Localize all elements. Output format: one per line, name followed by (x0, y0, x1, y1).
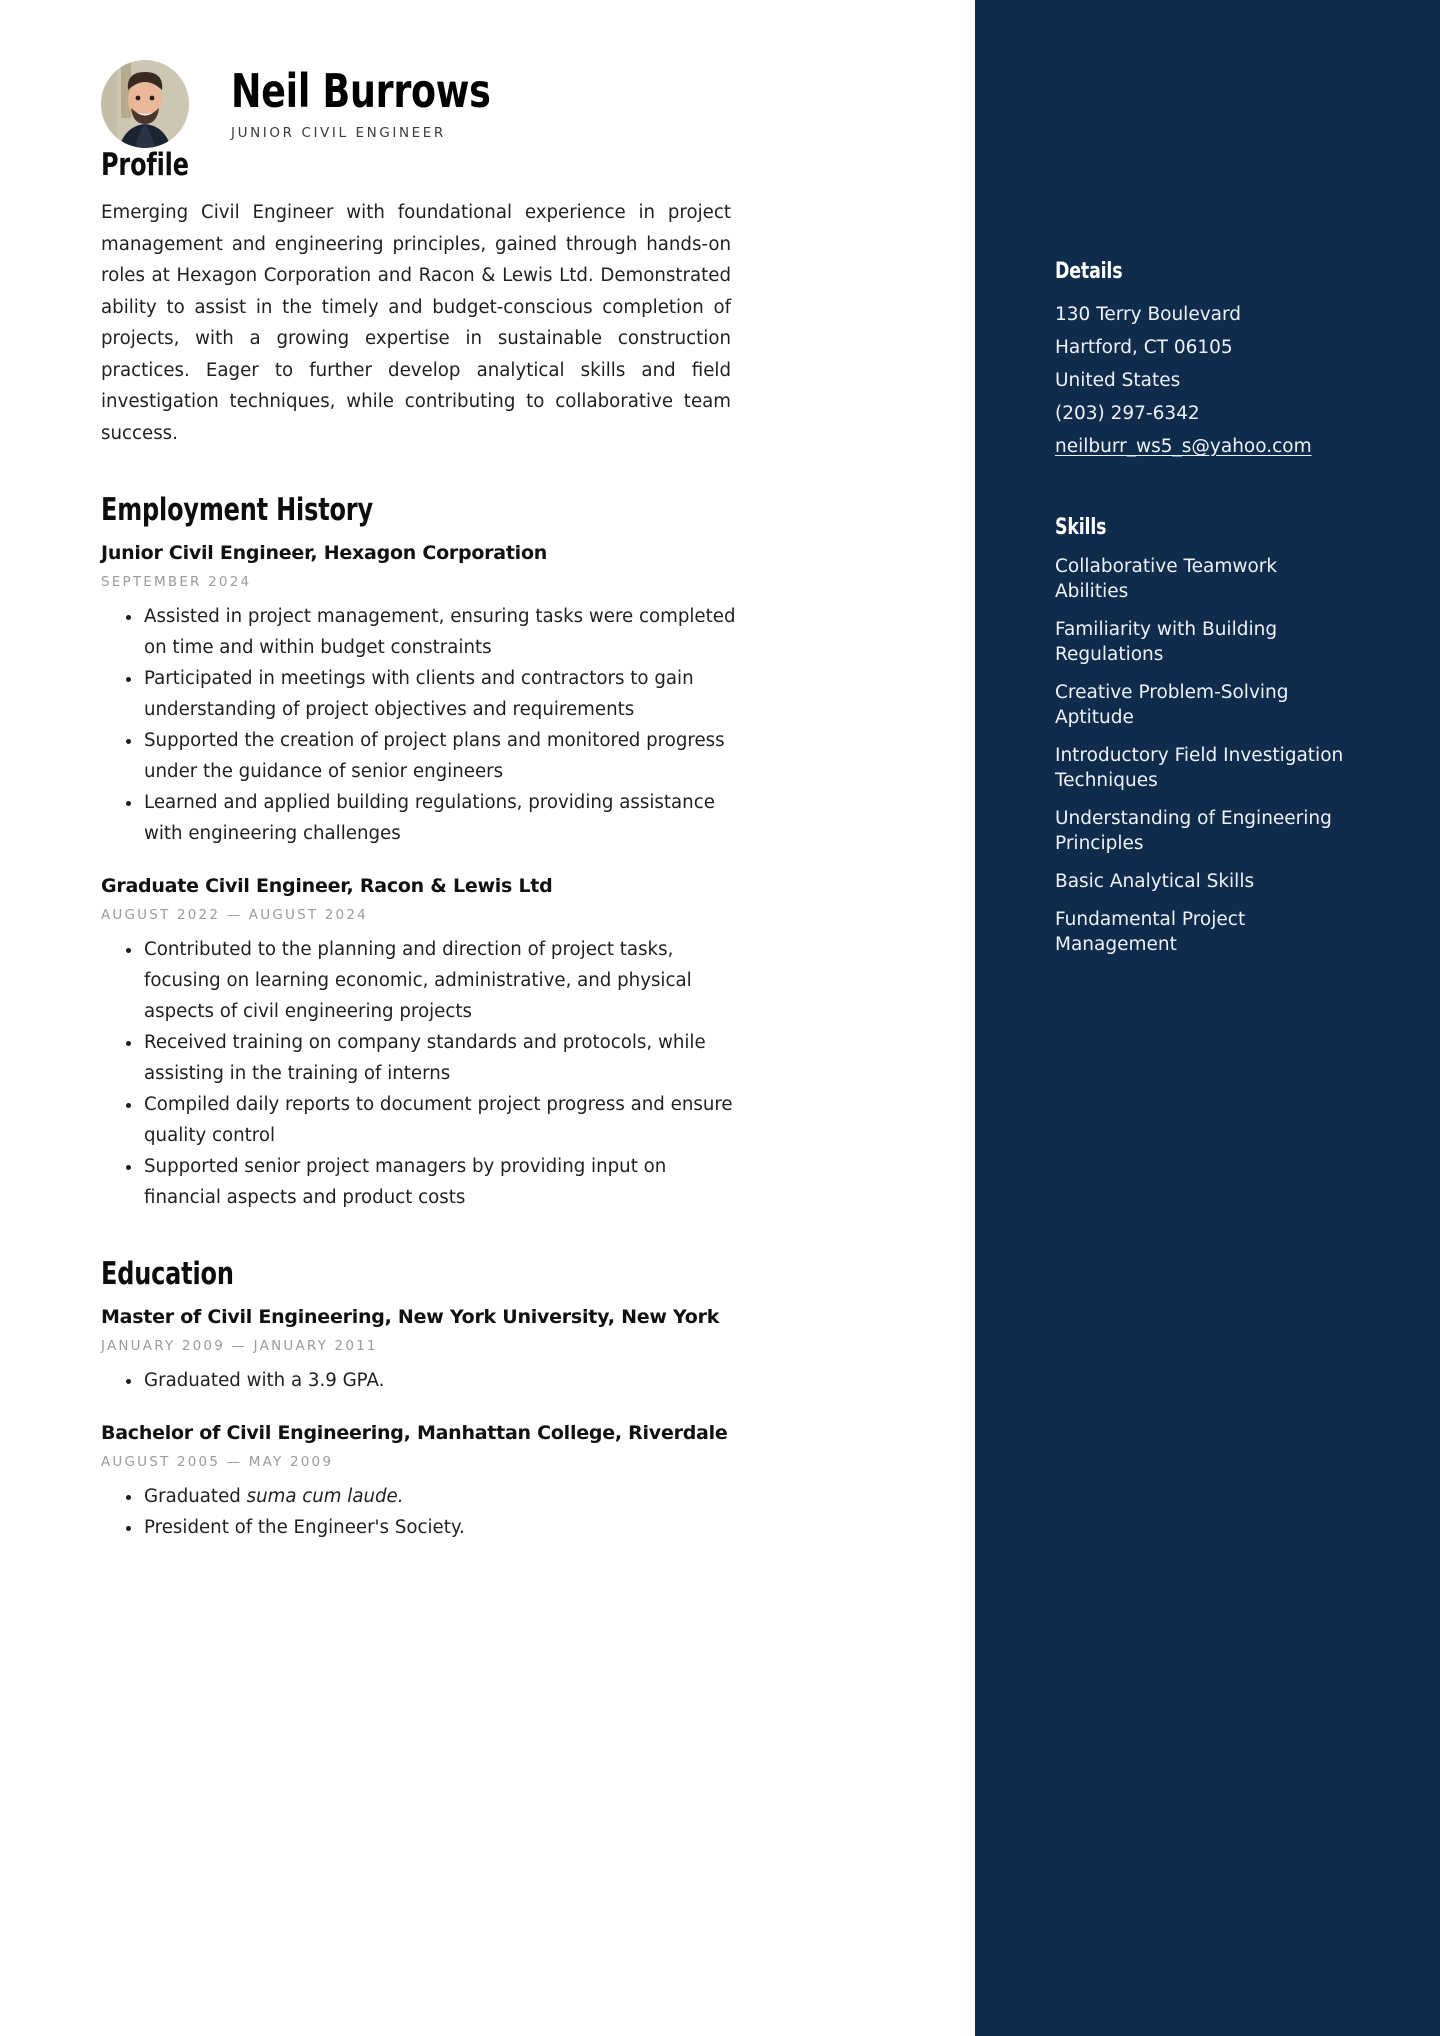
sidebar-heading-skills: Skills (1055, 514, 1107, 540)
list-item: Contributed to the planning and direction of project tasks, focusing on learning economic, administrative, and physical aspects of civil engineering projects (101, 934, 741, 1027)
list-item: Supported senior project managers by providing input on financial aspects and product costs (101, 1151, 741, 1213)
detail-lines (1055, 298, 1385, 463)
skill-item: Fundamental Project Management (1055, 909, 1246, 955)
entry (101, 1306, 740, 1396)
bullet-list (101, 601, 741, 849)
main-content (0, 147, 740, 1543)
list-item: Graduated suma cum laude. (101, 1481, 741, 1512)
entry-title: Bachelor of Civil Engineering, Manhattan College, Riverdale (101, 1422, 728, 1444)
email-link[interactable]: neilburr_ws5_s@yahoo.com (1055, 436, 1312, 457)
list-item: Participated in meetings with clients and contractors to gain understanding of project objectives and requirements (101, 663, 741, 725)
section-title-employment: Employment History (101, 492, 373, 528)
entry (101, 875, 740, 1213)
avatar (101, 60, 189, 148)
sidebar-heading-details: Details (1055, 258, 1123, 284)
emphasis-text: suma cum laude. (246, 1486, 404, 1507)
detail-line: Hartford, CT 06105 (1055, 337, 1233, 358)
list-item: Received training on company standards and protocols, while assisting in the training of interns (101, 1027, 741, 1089)
entry-date: AUGUST 2022 — AUGUST 2024 (101, 907, 368, 923)
entry-title: Junior Civil Engineer, Hexagon Corporation (101, 542, 548, 564)
list-item: Graduated with a 3.9 GPA. (101, 1365, 741, 1396)
entry-date: SEPTEMBER 2024 (101, 574, 252, 590)
detail-line: United States (1055, 370, 1181, 391)
skill-item: Basic Analytical Skills (1055, 871, 1255, 892)
job-title: JUNIOR CIVIL ENGINEER (231, 125, 446, 142)
section-title-profile: Profile (101, 147, 189, 183)
name-block (231, 63, 526, 142)
entry (101, 1422, 740, 1543)
profile-photo-icon (101, 60, 189, 148)
entry-title: Graduate Civil Engineer, Racon & Lewis Ltd (101, 875, 553, 897)
skill-item: Familiarity with Building Regulations (1055, 619, 1278, 665)
resume-header (0, 0, 975, 142)
skill-item: Understanding of Engineering Principles (1055, 808, 1332, 854)
sidebar (975, 0, 1440, 2036)
skill-items (1055, 554, 1385, 957)
detail-line: 130 Terry Boulevard (1055, 304, 1242, 325)
education-entries (101, 1306, 740, 1543)
page-title: Neil Burrows (231, 63, 491, 118)
skill-item: Collaborative Teamwork Abilities (1055, 556, 1278, 602)
bullet-list (101, 1365, 741, 1396)
list-item: Learned and applied building regulations, providing assistance with engineering challenges (101, 787, 741, 849)
detail-line: (203) 297-6342 (1055, 403, 1200, 424)
sidebar-inner (975, 258, 1440, 957)
entry-date: AUGUST 2005 — MAY 2009 (101, 1454, 334, 1470)
entry-title: Master of Civil Engineering, New York University, New York (101, 1306, 720, 1328)
bullet-list (101, 1481, 741, 1543)
profile-text: Emerging Civil Engineer with foundational experience in project management and engineering principles, gained through hands-on roles at Hexagon Corporation and Racon & Lewis Ltd. Demonstrated ability to assist in the timely and budget-conscious completion of projects, with a growing expertise in sustainable construction practices. Eager to further develop analytical skills and field investigation techniques, while contributing to collaborative team success. (101, 202, 731, 444)
skills-block (1055, 514, 1385, 957)
list-item: Supported the creation of project plans and monitored progress under the guidance of senior engineers (101, 725, 741, 787)
entry-date: JANUARY 2009 — JANUARY 2011 (101, 1338, 378, 1354)
bullet-list (101, 934, 741, 1213)
list-item: Compiled daily reports to document project progress and ensure quality control (101, 1089, 741, 1151)
employment-entries (101, 542, 740, 1213)
list-item: President of the Engineer's Society. (101, 1512, 741, 1543)
skill-item: Creative Problem-Solving Aptitude (1055, 682, 1289, 728)
list-item: Assisted in project management, ensuring tasks were completed on time and within budget constraints (101, 601, 741, 663)
skill-item: Introductory Field Investigation Techniques (1055, 745, 1344, 791)
section-title-education: Education (101, 1256, 234, 1292)
entry (101, 542, 740, 849)
